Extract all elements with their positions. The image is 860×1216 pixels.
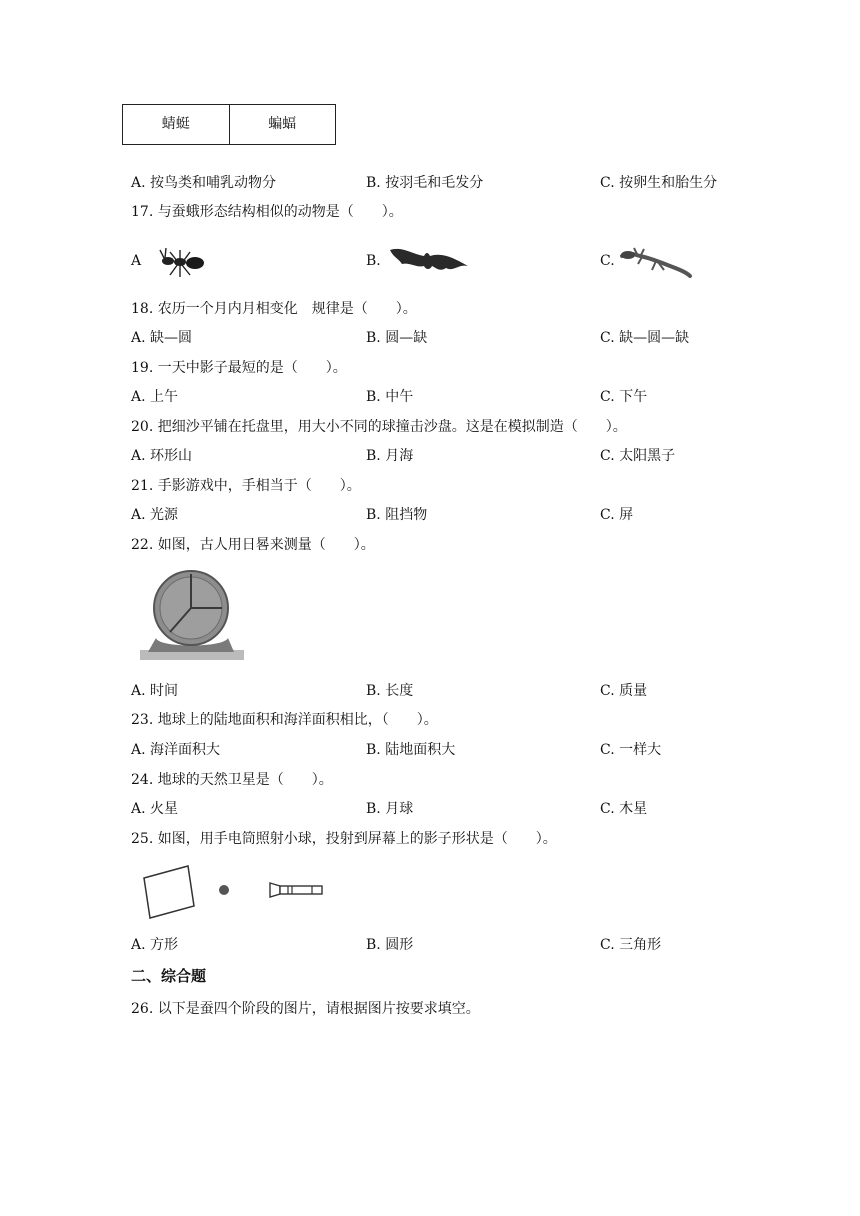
section-heading: 二、综合题 (131, 967, 207, 985)
q16-option-a[interactable]: A. 按鸟类和哺乳动物分 (131, 175, 277, 191)
q19-option-a[interactable]: A. 上午 (131, 389, 179, 405)
q21-option-a[interactable]: A. 光源 (131, 507, 179, 523)
q23-text: 23. 地球上的陆地面积和海洋面积相比，（ ）。 (131, 712, 438, 728)
q16-option-b[interactable]: B. 按羽毛和毛发分 (366, 175, 484, 191)
q17-option-c-label[interactable]: C. (600, 253, 615, 269)
q18-option-b[interactable]: B. 圆—缺 (366, 330, 428, 346)
ball-icon (218, 884, 230, 896)
q17-option-b-label[interactable]: B. (366, 253, 381, 269)
q21-option-b[interactable]: B. 阻挡物 (366, 507, 428, 523)
q17-option-a-label[interactable]: A (131, 253, 142, 269)
lizard-icon (620, 246, 692, 278)
q18-option-a[interactable]: A. 缺—圆 (131, 330, 193, 346)
q24-text: 24. 地球的天然卫星是（ ）。 (131, 772, 333, 788)
q22-text: 22. 如图，古人用日晷来测量（ ）。 (131, 537, 375, 553)
q18-text: 18. 农历一个月内月相变化 规律是（ ）。 (131, 301, 417, 317)
q20-option-a[interactable]: A. 环形山 (131, 448, 193, 464)
animal-table (122, 104, 336, 145)
q26-text: 26. 以下是蚕四个阶段的图片，请根据图片按要求填空。 (131, 1001, 480, 1017)
q22-option-c[interactable]: C. 质量 (600, 683, 648, 699)
q20-text: 20. 把细沙平铺在托盘里，用大小不同的球撞击沙盘。这是在模拟制造（ ）。 (131, 419, 627, 435)
q19-text: 19. 一天中影子最短的是（ ）。 (131, 360, 347, 376)
sundial-icon (136, 568, 246, 662)
q21-option-c[interactable]: C. 屏 (600, 507, 634, 523)
q20-option-c[interactable]: C. 太阳黑子 (600, 448, 676, 464)
q24-option-a[interactable]: A. 火星 (131, 801, 179, 817)
q25-text: 25. 如图，用手电筒照射小球，投射到屏幕上的影子形状是（ ）。 (131, 831, 557, 847)
q16-option-c[interactable]: C. 按卵生和胎生分 (600, 175, 718, 191)
q23-option-b[interactable]: B. 陆地面积大 (366, 742, 456, 758)
q19-option-c[interactable]: C. 下午 (600, 389, 648, 405)
q22-option-a[interactable]: A. 时间 (131, 683, 179, 699)
q23-option-c[interactable]: C. 一样大 (600, 742, 662, 758)
table-cell-dragonfly: 蜻蜓 (161, 116, 190, 132)
flashlight-icon (268, 880, 324, 900)
screen-icon (142, 864, 196, 920)
bat-icon (388, 244, 470, 276)
q25-option-c[interactable]: C. 三角形 (600, 937, 662, 953)
q24-option-b[interactable]: B. 月球 (366, 801, 414, 817)
q17-text: 17. 与蚕蛾形态结构相似的动物是（ ）。 (131, 204, 403, 220)
q23-option-a[interactable]: A. 海洋面积大 (131, 742, 221, 758)
q25-option-a[interactable]: A. 方形 (131, 937, 179, 953)
q24-option-c[interactable]: C. 木星 (600, 801, 648, 817)
q19-option-b[interactable]: B. 中午 (366, 389, 414, 405)
q21-text: 21. 手影游戏中，手相当于（ ）。 (131, 478, 361, 494)
table-cell-bat: 蝙蝠 (229, 105, 336, 144)
q22-option-b[interactable]: B. 长度 (366, 683, 414, 699)
q25-option-b[interactable]: B. 圆形 (366, 937, 414, 953)
q18-option-c[interactable]: C. 缺—圆—缺 (600, 330, 690, 346)
q20-option-b[interactable]: B. 月海 (366, 448, 414, 464)
ant-icon (160, 244, 206, 278)
